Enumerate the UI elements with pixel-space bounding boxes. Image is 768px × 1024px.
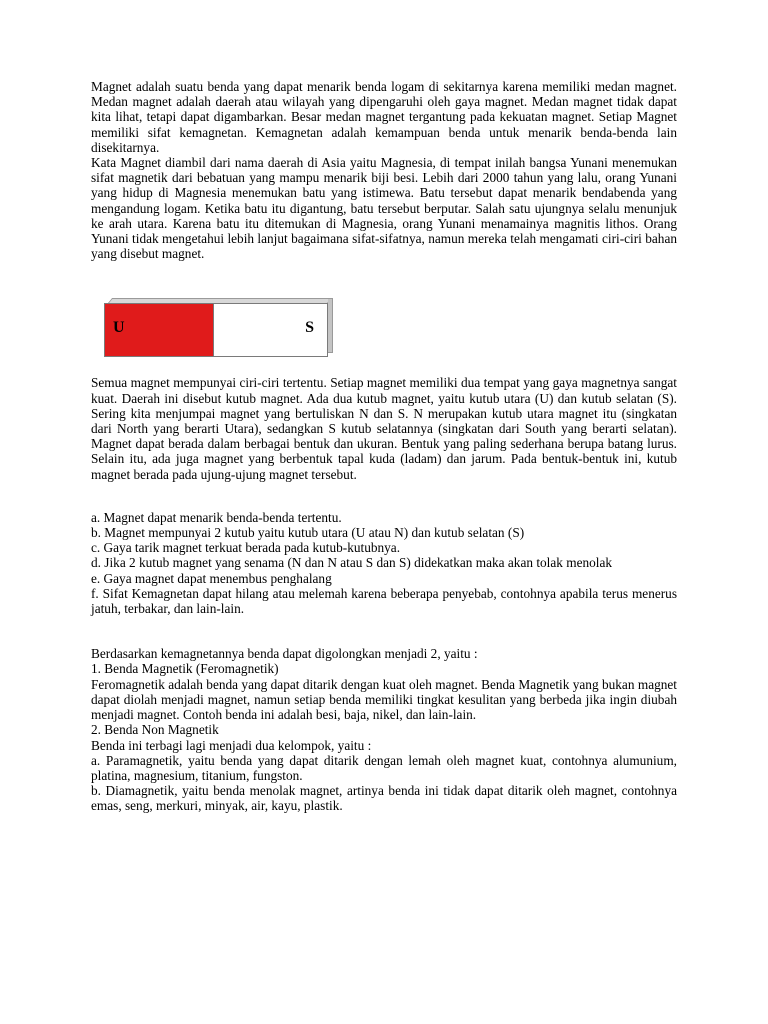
section-heading-non-magnetic: 2. Benda Non Magnetik <box>91 722 219 738</box>
non-magnetic-intro: Benda ini terbagi lagi menjadi dua kelompok, yaitu : <box>91 737 372 753</box>
properties-list <box>91 510 677 616</box>
list-item: f. Sifat Kemagnetan dapat hilang atau melemah karena beberapa penyebab, contohnya apabila terus menerus jatuh, terbakar, dan lain-lain. <box>91 585 677 617</box>
list-item: a. Magnet dapat menarik benda-benda tertentu. <box>91 509 342 525</box>
magnetic-paragraph: Feromagnetik adalah benda yang dapat ditarik dengan kuat oleh magnet. Benda Magnetik yang bukan magnet dapat diolah menjadi magnet, namun setiap benda memiliki tingkat kesulitan yang berbeda jika ingin diubah menjadi magnet. Contoh benda ini adalah besi, baja, nikel, dan lain-lain. <box>91 676 677 723</box>
classification-intro: Berdasarkan kemagnetannya benda dapat digolongkan menjadi 2, yaitu : <box>91 646 478 662</box>
bar-magnet <box>104 303 328 357</box>
north-pole-label: U <box>113 319 125 337</box>
poles-paragraph: Semua magnet mempunyai ciri-ciri tertentu. Setiap magnet memiliki dua tempat yang gaya magnetnya sangat kuat. Daerah ini disebut kutub magnet. Ada dua kutub magnet, yaitu kutub utara (U) dan kutub selatan (S). Sering kita menjumpai magnet yang bertuliskan N dan S. N merupakan kutub utara magnet itu (singkatan dari North yang berarti Utara), sedangkan S kutub selatannya (singkatan dari South yang berarti selatan). Magnet dapat berada dalam berbagai bentuk dan ukuran. Bentuk yang paling sederhana berupa batang lurus. Selain itu, ada juga magnet yang berbentuk tapal kuda (ladam) dan jarum. Pada bentuk-bentuk ini, kutub magnet berada pada ujung-ujung magnet tersebut. <box>91 375 677 482</box>
diamagnetic-item: b. Diamagnetik, yaitu benda menolak magnet, artinya benda ini tidak dapat ditarik oleh magnet, contohnya emas, seng, merkuri, minyak, air, kayu, plastik. <box>91 783 677 814</box>
list-item: e. Gaya magnet dapat menembus penghalang <box>91 570 332 586</box>
north-pole <box>105 304 214 356</box>
list-item: b. Magnet mempunyai 2 kutub yaitu kutub utara (U atau N) dan kutub selatan (S) <box>91 525 525 541</box>
document-page <box>91 79 677 814</box>
south-pole <box>214 304 327 356</box>
magnet-side-face <box>328 298 333 353</box>
intro-paragraph-2: Kata Magnet diambil dari nama daerah di Asia yaitu Magnesia, di tempat inilah bangsa Yunani menemukan sifat magnetik dari bebatuan yang mampu menarik biji besi. Lebih dari 2000 tahun yang lalu, orang Yunani yang hidup di Magnesia menemukan batu yang istimewa. Batu tersebut dapat menarik bendabenda yang mengandung logam. Ketika batu itu digantung, batu tersebut berputar. Salah satu ujungnya selalu menunjuk ke arah utara. Karena batu itu ditemukan di Magnesia, orang Yunani menamainya magnitis lithos. Orang Yunani tidak mengetahui lebih lanjut bagaimana sifat-sifatnya, namun mereka telah mengamati ciri-ciri bahan yang disebut magnet. <box>91 155 677 262</box>
section-heading-magnetic: 1. Benda Magnetik (Feromagnetik) <box>91 661 279 677</box>
classification-section <box>91 646 677 813</box>
list-item: d. Jika 2 kutub magnet yang senama (N dan N atau S dan S) didekatkan maka akan tolak menolak <box>91 555 613 571</box>
list-item: c. Gaya tarik magnet terkuat berada pada kutub-kutubnya. <box>91 540 401 556</box>
bar-magnet-figure <box>104 298 334 358</box>
south-pole-label: S <box>305 319 314 337</box>
intro-paragraph-1: Magnet adalah suatu benda yang dapat menarik benda logam di sekitarnya karena memiliki medan magnet. Medan magnet adalah daerah atau wilayah yang dipengaruhi oleh gaya magnet. Medan magnet tidak dapat kita lihat, tetapi dapat digambarkan. Besar medan magnet tergantung pada kekuatan magnet. Setiap Magnet memiliki sifat kemagnetan. Kemagnetan adalah kemampuan benda untuk menarik benda-benda lain disekitarnya. <box>91 79 677 155</box>
paramagnetic-item: a. Paramagnetik, yaitu benda yang dapat ditarik dengan lemah oleh magnet kuat, contohnya alumunium, platina, magnesium, titanium, fungston. <box>91 752 677 783</box>
